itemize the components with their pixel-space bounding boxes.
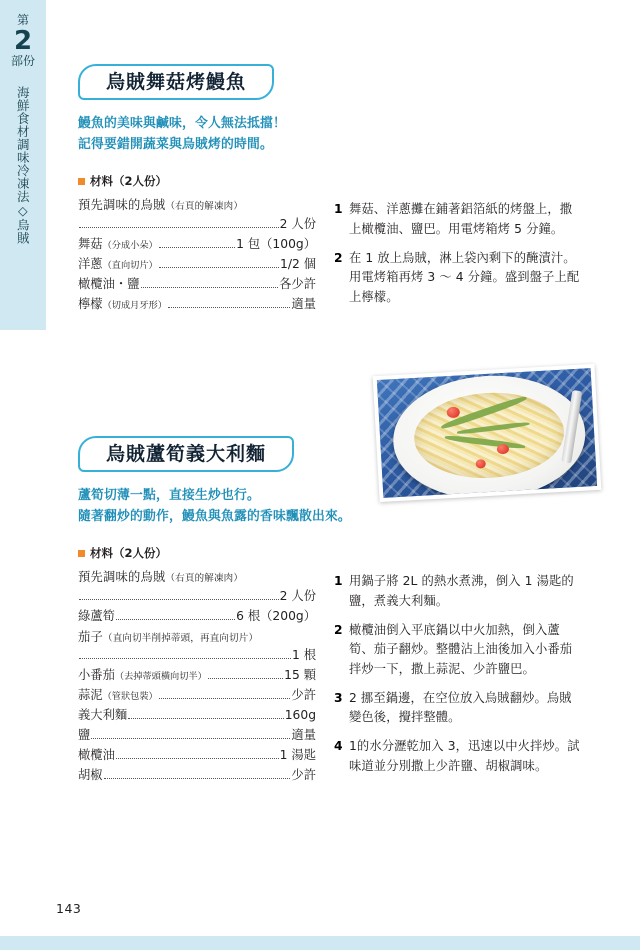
dot-leader [159, 247, 235, 248]
ingredient-row [78, 275, 316, 295]
ingredient-name: 綠蘆筍 [78, 608, 115, 623]
step-text: 用鍋子將 2L 的熱水煮沸，倒入 1 湯匙的鹽，煮義大利麵。 [349, 574, 574, 609]
dot-leader [168, 307, 290, 308]
step-text: 舞菇、洋蔥攤在鋪著鋁箔紙的烤盤上，撒上橄欖油、鹽巴。用電烤箱烤 5 分鐘。 [349, 202, 573, 237]
recipe-lede-line-2: 隨著翻炒的動作，鰻魚與魚露的香味飄散出來。 [78, 508, 351, 524]
step-number: 3 [334, 690, 343, 705]
ingredient-name: 橄欖油・鹽 [78, 276, 140, 291]
dot-leader [159, 698, 291, 699]
ingredient-row [78, 255, 316, 275]
materials-heading-row [78, 173, 598, 189]
ingredient-name: 胡椒 [78, 767, 103, 782]
part-number: 2 [13, 26, 33, 57]
ingredient-name: 鹽 [78, 727, 91, 742]
step-item [334, 621, 584, 680]
dot-leader [91, 738, 290, 739]
ingredient-prep-amount-row [78, 587, 316, 607]
ingredient-list [78, 568, 316, 785]
recipe-lede-line-1: 蘆筍切薄一點，直接生炒也行。 [78, 488, 260, 503]
ingredient-amount: 1 湯匙 [279, 747, 316, 762]
ingredient-row [78, 746, 316, 766]
recipe-lede-line-2: 記得要錯開蔬菜與烏賊烤的時間。 [78, 136, 273, 152]
part-label-group [0, 14, 46, 69]
ingredient-name: 義大利麵 [78, 707, 128, 722]
dot-leader [79, 658, 291, 659]
dot-leader [79, 599, 279, 600]
ingredient-amount: 適量 [291, 296, 316, 311]
dot-leader [104, 778, 291, 779]
step-text: 2 挪至鍋邊，在空位放入烏賊翻炒。烏賊變色後，攪拌整體。 [349, 690, 572, 725]
ingredient-name: 蒜泥（管狀包裝） [78, 687, 158, 702]
dot-leader [208, 678, 283, 679]
ingredient-name: 舞菇（分成小朵） [78, 236, 158, 251]
recipe-columns [78, 196, 598, 316]
step-text: 橄欖油倒入平底鍋以中火加熱，倒入蘆筍、茄子翻炒。整體沾上油後加入小番茄拌炒一下，撒上蒜泥、少許鹽巴。 [349, 622, 573, 677]
ingredient-row [78, 766, 316, 786]
dot-leader [141, 287, 279, 288]
part-side-tab [0, 0, 46, 330]
ingredient-name: 洋蔥（直向切片） [78, 256, 158, 271]
step-item [334, 200, 584, 239]
ingredient-row [78, 607, 316, 627]
step-number: 2 [334, 250, 343, 265]
recipe-title-ribbon [78, 64, 274, 100]
materials-heading-row [78, 545, 598, 561]
ingredient-amount: 1/2 個 [280, 256, 316, 271]
recipe-title-ribbon [78, 436, 294, 472]
step-item [334, 689, 584, 728]
recipe-lede [78, 486, 598, 527]
materials-heading: 材料（2人份） [90, 546, 168, 561]
ingredient-row [78, 706, 316, 726]
square-bullet-icon [78, 550, 85, 557]
ingredient-prep-label: 預先調味的烏賊（右頁的解凍肉） [78, 198, 244, 213]
step-item [334, 572, 584, 611]
ingredient-name: 小番茄（去掉蒂頭橫向切半） [78, 668, 207, 683]
recipe-title: 烏賊舞菇烤鰻魚 [106, 71, 247, 93]
step-list [334, 196, 584, 316]
ingredient-prep-amount: 2 人份 [279, 588, 316, 603]
ingredient-amount: 各少許 [279, 276, 316, 291]
step-text: 在 1 放上烏賊，淋上袋內剩下的醃漬汁。用電烤箱再烤 3 ～ 4 分鐘。盛到盤子上配上檸檬。 [349, 250, 580, 305]
materials-heading: 材料（2人份） [90, 174, 168, 189]
ingredient-amount: 6 根（200g） [236, 608, 316, 623]
step-number: 4 [334, 739, 343, 754]
recipe-lede [78, 114, 598, 155]
step-number: 1 [334, 202, 343, 217]
step-item [334, 249, 584, 308]
ingredient-amount: 15 顆 [284, 668, 316, 683]
ingredient-amount: 1 根 [291, 648, 316, 663]
ingredient-row [78, 686, 316, 706]
page-number: 143 [56, 901, 82, 916]
step-number: 1 [334, 574, 343, 589]
part-word-suffix: 部份 [10, 54, 35, 69]
ingredient-list [78, 196, 316, 316]
ingredient-prep-amount: 2 人份 [279, 216, 316, 231]
ingredient-amount: 適量 [291, 727, 316, 742]
ingredient-row [78, 235, 316, 255]
ingredient-amount: 1 包（100g） [236, 236, 316, 251]
ingredient-name: 茄子（直向切半削掉蒂頭，再直向切片） [78, 629, 259, 644]
square-bullet-icon [78, 178, 85, 185]
recipe-columns [78, 568, 598, 785]
ingredient-amount-row [78, 646, 316, 666]
step-number: 2 [334, 622, 343, 637]
recipe-lede-line-1: 鰻魚的美味與鹹味，令人無法抵擋！ [78, 116, 286, 131]
step-text: 1的水分瀝乾加入 3，迅速以中火拌炒。試味道並分別撒上少許鹽、胡椒調味。 [349, 739, 580, 773]
part-word: 第 [16, 13, 29, 27]
bottom-color-band [0, 936, 640, 950]
part-vertical-title: 海鮮食材調味冷凍法◇烏賊 [15, 86, 31, 245]
ingredient-prep-label: 預先調味的烏賊（右頁的解凍肉） [78, 570, 244, 585]
ingredient-prep-amount-row [78, 215, 316, 235]
ingredient-amount: 少許 [291, 767, 316, 782]
dot-leader [79, 227, 279, 228]
ingredient-amount: 少許 [291, 687, 316, 702]
recipe-block-2 [78, 436, 598, 785]
step-list [334, 568, 584, 785]
dot-leader [159, 267, 279, 268]
dot-leader [128, 718, 284, 719]
step-item [334, 737, 584, 776]
ingredient-row [78, 726, 316, 746]
ingredient-name: 橄欖油 [78, 747, 115, 762]
dot-leader [116, 619, 235, 620]
ingredient-row [78, 295, 316, 315]
ingredient-amount: 160g [284, 707, 316, 722]
dot-leader [116, 758, 279, 759]
ingredient-row [78, 666, 316, 686]
recipe-block-1 [78, 64, 598, 317]
ingredient-name: 檸檬（切成月牙形） [78, 296, 167, 311]
recipe-title: 烏賊蘆筍義大利麵 [106, 443, 267, 465]
